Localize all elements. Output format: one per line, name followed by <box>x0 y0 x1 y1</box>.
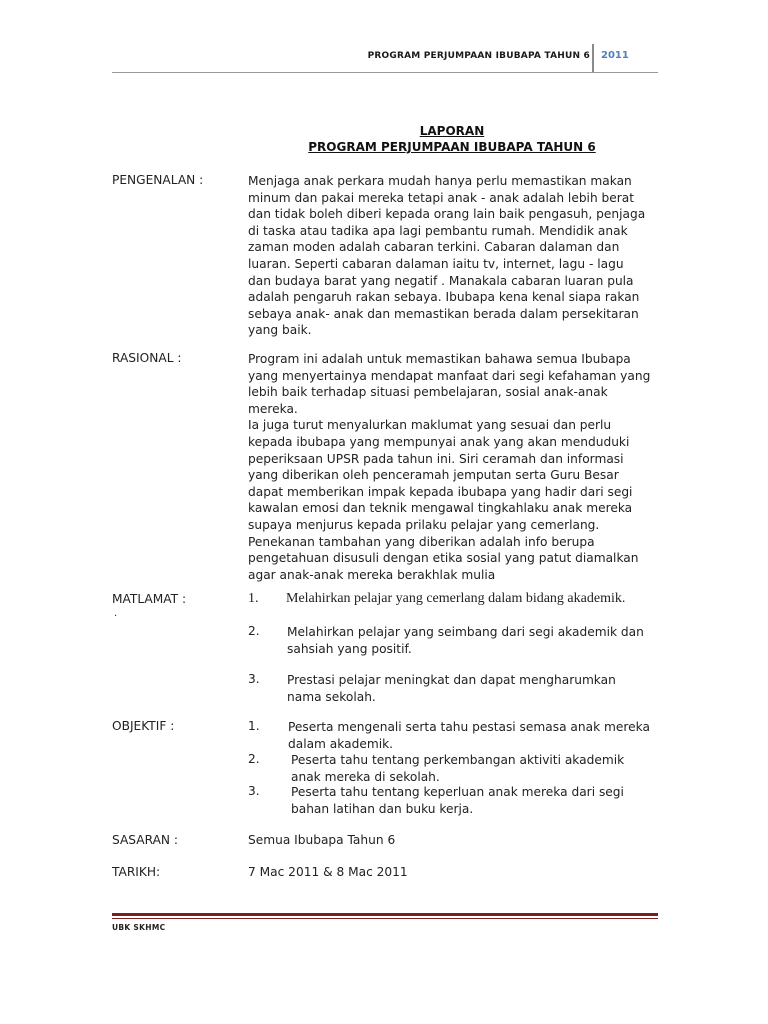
rasional-line: agar anak-anak mereka berakhlak mulia <box>248 567 496 582</box>
pengenalan-line: adalah pengaruh rakan sebaya. Ibubapa kena kenal siapa rakan <box>248 290 640 305</box>
objektif-item <box>291 784 671 817</box>
rasional-line: Ia juga turut menyalurkan maklumat yang sesuai dan perlu <box>248 418 612 433</box>
matlamat-label: MATLAMAT : <box>112 592 187 606</box>
rasional-line: pengetahuan disusuli dengan etika sosial yang patut diamalkan <box>248 551 639 566</box>
rasional-line: dapat memberikan impak kepada ibubapa yang hadir dari segi <box>248 484 633 499</box>
header-divider <box>592 44 594 72</box>
header-title: PROGRAM PERJUMPAAN IBUBAPA TAHUN 6 <box>367 51 590 61</box>
footer-rule-thin <box>112 918 658 919</box>
matlamat-item-line: Melahirkan pelajar yang seimbang dari segi akademik dan <box>287 625 644 639</box>
matlamat-item <box>287 624 667 657</box>
objektif-num: 1. <box>248 719 260 733</box>
pengenalan-line: dan tidak boleh diberi kepada orang lain baik pengasuh, penjaga <box>248 207 646 222</box>
matlamat-num: 3. <box>248 672 260 686</box>
tarikh-value: 7 Mac 2011 & 8 Mac 2011 <box>248 865 408 879</box>
pengenalan-line: zaman moden adalah cabaran terkini. Cabaran dalaman dan <box>248 240 620 255</box>
rasional-paragraph <box>248 351 656 583</box>
objektif-label: OBJEKTIF : <box>112 719 175 733</box>
objektif-num: 2. <box>248 752 260 766</box>
matlamat-item-line: nama sekolah. <box>287 689 376 704</box>
objektif-item <box>291 752 671 785</box>
header-year: 2011 <box>601 50 629 61</box>
pengenalan-line: dan budaya barat yang negatif . Manakala cabaran luaran pula <box>248 273 634 288</box>
objektif-num: 3. <box>248 784 260 798</box>
sasaran-label: SASARAN : <box>112 833 179 847</box>
objektif-item-line: dalam akademik. <box>288 736 394 751</box>
objektif-item-line: anak mereka di sekolah. <box>291 769 440 784</box>
objektif-item-line: Peserta tahu tentang perkembangan aktiviti akademik <box>291 753 625 767</box>
matlamat-item <box>287 672 667 705</box>
rasional-line: mereka. <box>248 401 298 416</box>
matlamat-dot: . <box>114 608 118 619</box>
rasional-line: Program ini adalah untuk memastikan bahawa semua Ibubapa <box>248 352 631 366</box>
pengenalan-line: sebaya anak- anak dan memastikan berada dalam persekitaran <box>248 306 639 321</box>
pengenalan-line: yang baik. <box>248 323 312 338</box>
pengenalan-label: PENGENALAN : <box>112 173 204 187</box>
footer-rule-thick <box>112 913 658 916</box>
matlamat-num: 2. <box>248 624 260 638</box>
rasional-line: yang diberikan oleh penceramah jemputan serta Guru Besar <box>248 468 619 483</box>
pengenalan-line: minum dan pakai mereka tetapi anak - anak adalah lebih berat <box>248 190 635 205</box>
rasional-line: kawalan emosi dan teknik mengawal tingkahlaku anak mereka <box>248 501 633 516</box>
pengenalan-line: Menjaga anak perkara mudah hanya perlu memastikan makan <box>248 174 632 188</box>
matlamat-item-line: Melahirkan pelajar yang cemerlang dalam bidang akademik. <box>286 591 626 606</box>
pengenalan-paragraph <box>248 173 656 339</box>
matlamat-num: 1. <box>248 591 259 606</box>
objektif-item-line: Peserta tahu tentang keperluan anak mereka dari segi <box>291 785 624 799</box>
rasional-line: kepada ibubapa yang mempunyai anak yang akan menduduki <box>248 434 630 449</box>
document-subheading: PROGRAM PERJUMPAAN IBUBAPA TAHUN 6 <box>308 140 596 154</box>
rasional-line: supaya menjurus kepada prilaku pelajar yang cemerlang. <box>248 517 600 532</box>
rasional-line: lebih baik terhadap situasi pembelajaran, sosial anak-anak <box>248 385 608 400</box>
objektif-item-line: Peserta mengenali serta tahu pestasi semasa anak mereka <box>288 720 650 734</box>
rasional-line: peperiksaan UPSR pada tahun ini. Siri ceramah dan informasi <box>248 451 624 466</box>
tarikh-label: TARIKH: <box>112 865 161 879</box>
sasaran-value: Semua Ibubapa Tahun 6 <box>248 833 396 847</box>
pengenalan-line: luaran. Seperti cabaran dalaman iaitu tv, internet, lagu - lagu <box>248 256 624 271</box>
objektif-item <box>288 719 668 752</box>
document-heading: LAPORAN <box>419 124 485 138</box>
header-rule <box>112 72 658 73</box>
rasional-label: RASIONAL : <box>112 351 182 365</box>
rasional-line: yang menyertainya mendapat manfaat dari segi kefahaman yang <box>248 368 651 383</box>
matlamat-item-line: sahsiah yang positif. <box>287 641 412 656</box>
matlamat-item-line: Prestasi pelajar meningkat dan dapat mengharumkan <box>287 673 616 687</box>
matlamat-item <box>286 591 666 608</box>
objektif-item-line: bahan latihan dan buku kerja. <box>291 801 474 816</box>
pengenalan-line: di taska atau tadika apa lagi pembantu rumah. Mendidik anak <box>248 223 628 238</box>
footer-text: UBK SKHMC <box>112 923 166 932</box>
rasional-line: Penekanan tambahan yang diberikan adalah info berupa <box>248 534 595 549</box>
